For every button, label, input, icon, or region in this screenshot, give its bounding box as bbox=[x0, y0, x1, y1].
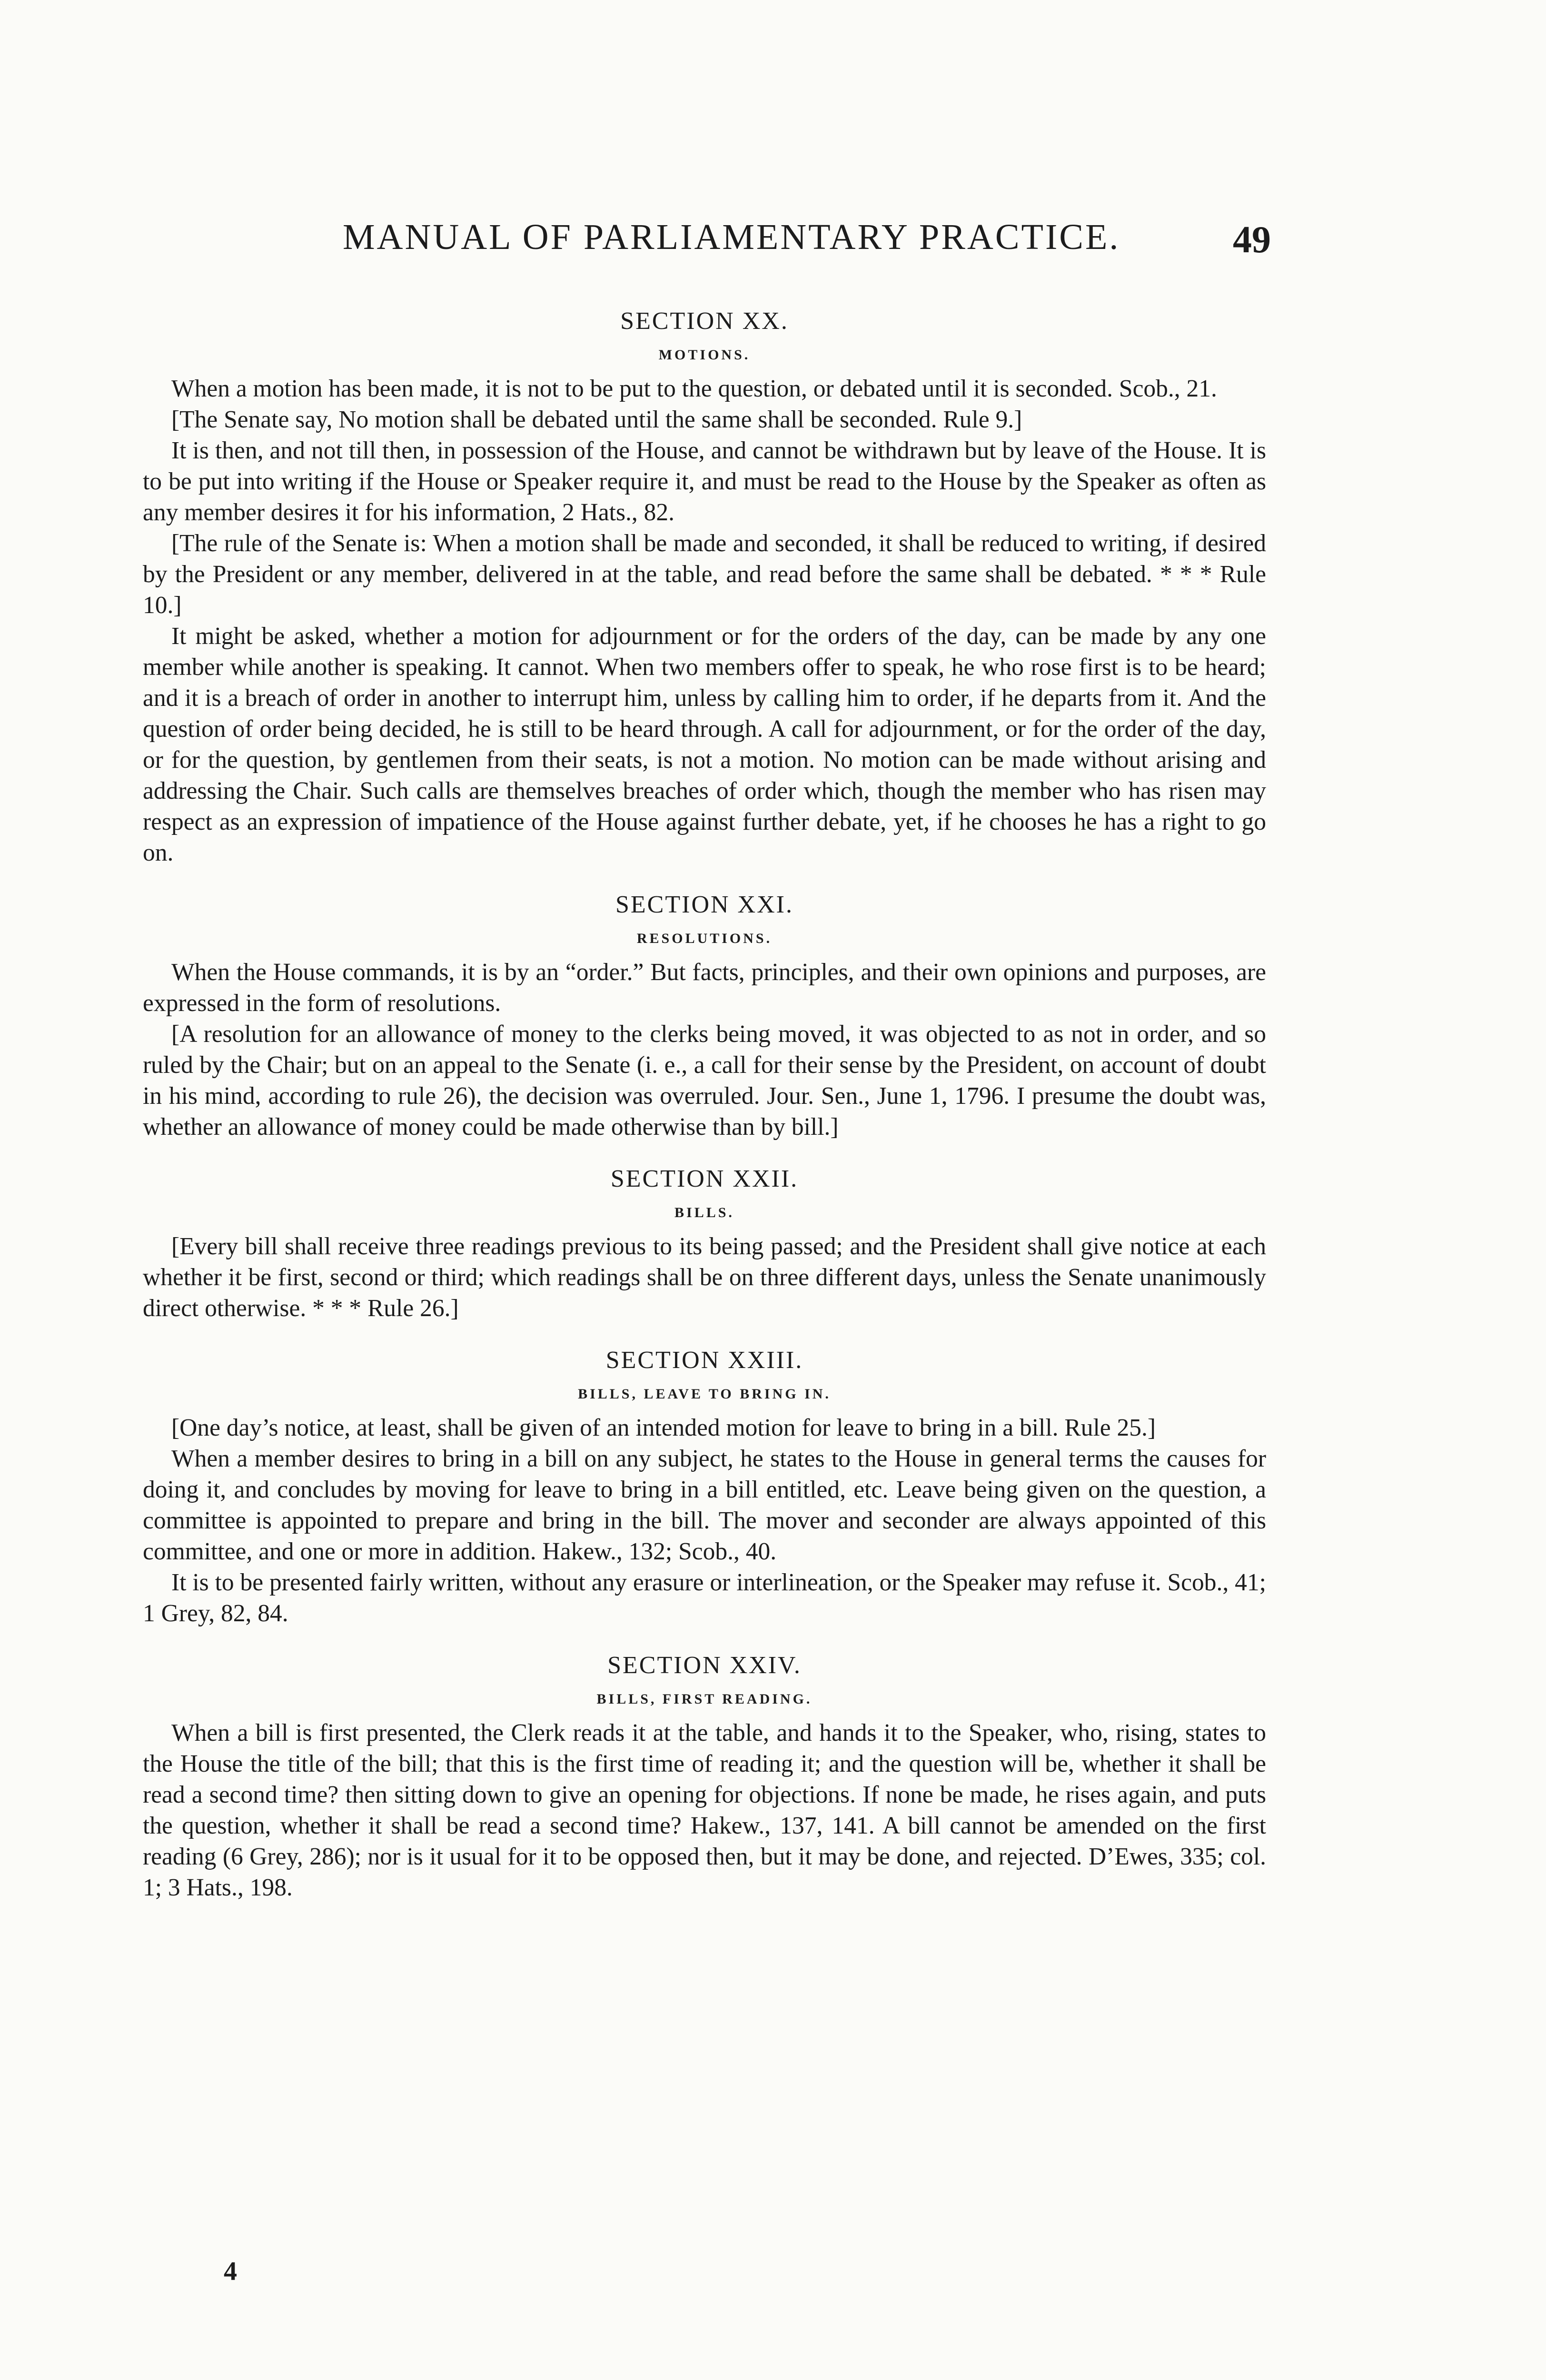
paragraph: [One day’s notice, at least, shall be given of an intended motion for leave to bring in a bill. Rule 25.] bbox=[171, 1414, 1156, 1441]
page-body bbox=[143, 305, 1266, 1903]
section-title: SECTION XXIV. bbox=[607, 1652, 802, 1679]
section-xx bbox=[143, 305, 1266, 868]
page-number: 49 bbox=[1233, 219, 1271, 261]
section-subtitle: BILLS. bbox=[674, 1205, 734, 1220]
signature-mark: 4 bbox=[224, 2257, 237, 2286]
section-xxiv bbox=[143, 1649, 1266, 1903]
section-subtitle: RESOLUTIONS. bbox=[636, 931, 773, 946]
paragraph: It might be asked, whether a motion for adjournment or for the orders of the day, can be made by any one member while another is speaking. It cannot. When two members offer to speak, he who rose first is to be heard; and it is a breach of order in another to interrupt him, unless by calling him to order, if he departs from it. And the question of order being decided, he is still to be heard through. A call for adjournment, or for the order of the day, or for the question, by gentlemen from their seats, is not a motion. No motion can be made without arising and addressing the Chair. Such calls are themselves breaches of order which, though the member who has risen may respect as an expression of impatience of the House against further debate, yet, if he chooses he has a right to go on. bbox=[143, 623, 1266, 866]
paragraph: [The Senate say, No motion shall be debated until the same shall be seconded. Rule 9.] bbox=[171, 406, 1022, 433]
section-title: SECTION XX. bbox=[620, 307, 789, 335]
section-subtitle: BILLS, FIRST READING. bbox=[596, 1691, 813, 1707]
paragraph: When the House commands, it is by an “order.” But facts, principles, and their own opinions and purposes, are expressed in the form of resolutions. bbox=[143, 959, 1266, 1017]
paragraph: [A resolution for an allowance of money to the clerks being moved, it was objected to as not in order, and so ruled by the Chair; but on an appeal to the Senate (i. e., a call for their sense by the President, on account of doubt in his mind, according to rule 26), the decision was overruled. Jour. Sen., June 1, 1796. I presume the doubt was, whether an allowance of money could be made otherwise than by bill.] bbox=[143, 1021, 1266, 1140]
section-title: SECTION XXII. bbox=[610, 1165, 799, 1192]
section-subtitle: BILLS, LEAVE TO BRING IN. bbox=[578, 1386, 831, 1402]
section-title: SECTION XXIII. bbox=[605, 1347, 803, 1374]
paragraph: [Every bill shall receive three readings previous to its being passed; and the President shall give notice at each whether it be first, second or third; which readings shall be on three different days, unless the Senate unanimously direct otherwise. * * * Rule 26.] bbox=[143, 1233, 1266, 1322]
section-subtitle: MOTIONS. bbox=[658, 347, 751, 363]
paragraph: When a bill is first presented, the Clerk reads it at the table, and hands it to the Speaker, who, rising, states to the House the title of the bill; that this is the first time of reading it; and the question will be, whether it shall be read a second time? then sitting down to give an opening for objections. If none be made, he rises again, and puts the question, whether it shall be read a second time? Hakew., 137, 141. A bill cannot be amended on the first reading (6 Grey, 286); nor is it usual for it to be opposed then, but it may be done, and rejected. D’Ewes, 335; col. 1; 3 Hats., 198. bbox=[143, 1719, 1266, 1901]
section-xxiii bbox=[143, 1344, 1266, 1629]
section-xxii bbox=[143, 1162, 1266, 1324]
section-title: SECTION XXI. bbox=[615, 891, 793, 918]
paragraph: It is to be presented fairly written, without any erasure or interlineation, or the Speaker may refuse it. Scob., 41; 1 Grey, 82, 84. bbox=[143, 1569, 1266, 1627]
paragraph: When a motion has been made, it is not to be put to the question, or debated until it is seconded. Scob., 21. bbox=[171, 375, 1217, 402]
running-title: MANUAL OF PARLIAMENTARY PRACTICE. bbox=[343, 217, 1120, 257]
paragraph: [The rule of the Senate is: When a motion shall be made and seconded, it shall be reduced to writing, if desired by the President or any member, delivered in at the table, and read before the same shall be debated. * * * Rule 10.] bbox=[143, 530, 1266, 619]
section-xxi bbox=[143, 888, 1266, 1142]
page-header bbox=[143, 217, 1285, 269]
paragraph: It is then, and not till then, in possession of the House, and cannot be withdrawn but by leave of the House. It is to be put into writing if the House or Speaker require it, and must be read to the House by the Speaker as often as any member desires it for his information, 2 Hats., 82. bbox=[143, 437, 1266, 526]
paragraph: When a member desires to bring in a bill on any subject, he states to the House in general terms the causes for doing it, and concludes by moving for leave to bring in a bill entitled, etc. Leave being given on the question, a committee is appointed to prepare and bring in the bill. The mover and seconder are always appointed of this committee, and one or more in addition. Hakew., 132; Scob., 40. bbox=[143, 1445, 1266, 1565]
